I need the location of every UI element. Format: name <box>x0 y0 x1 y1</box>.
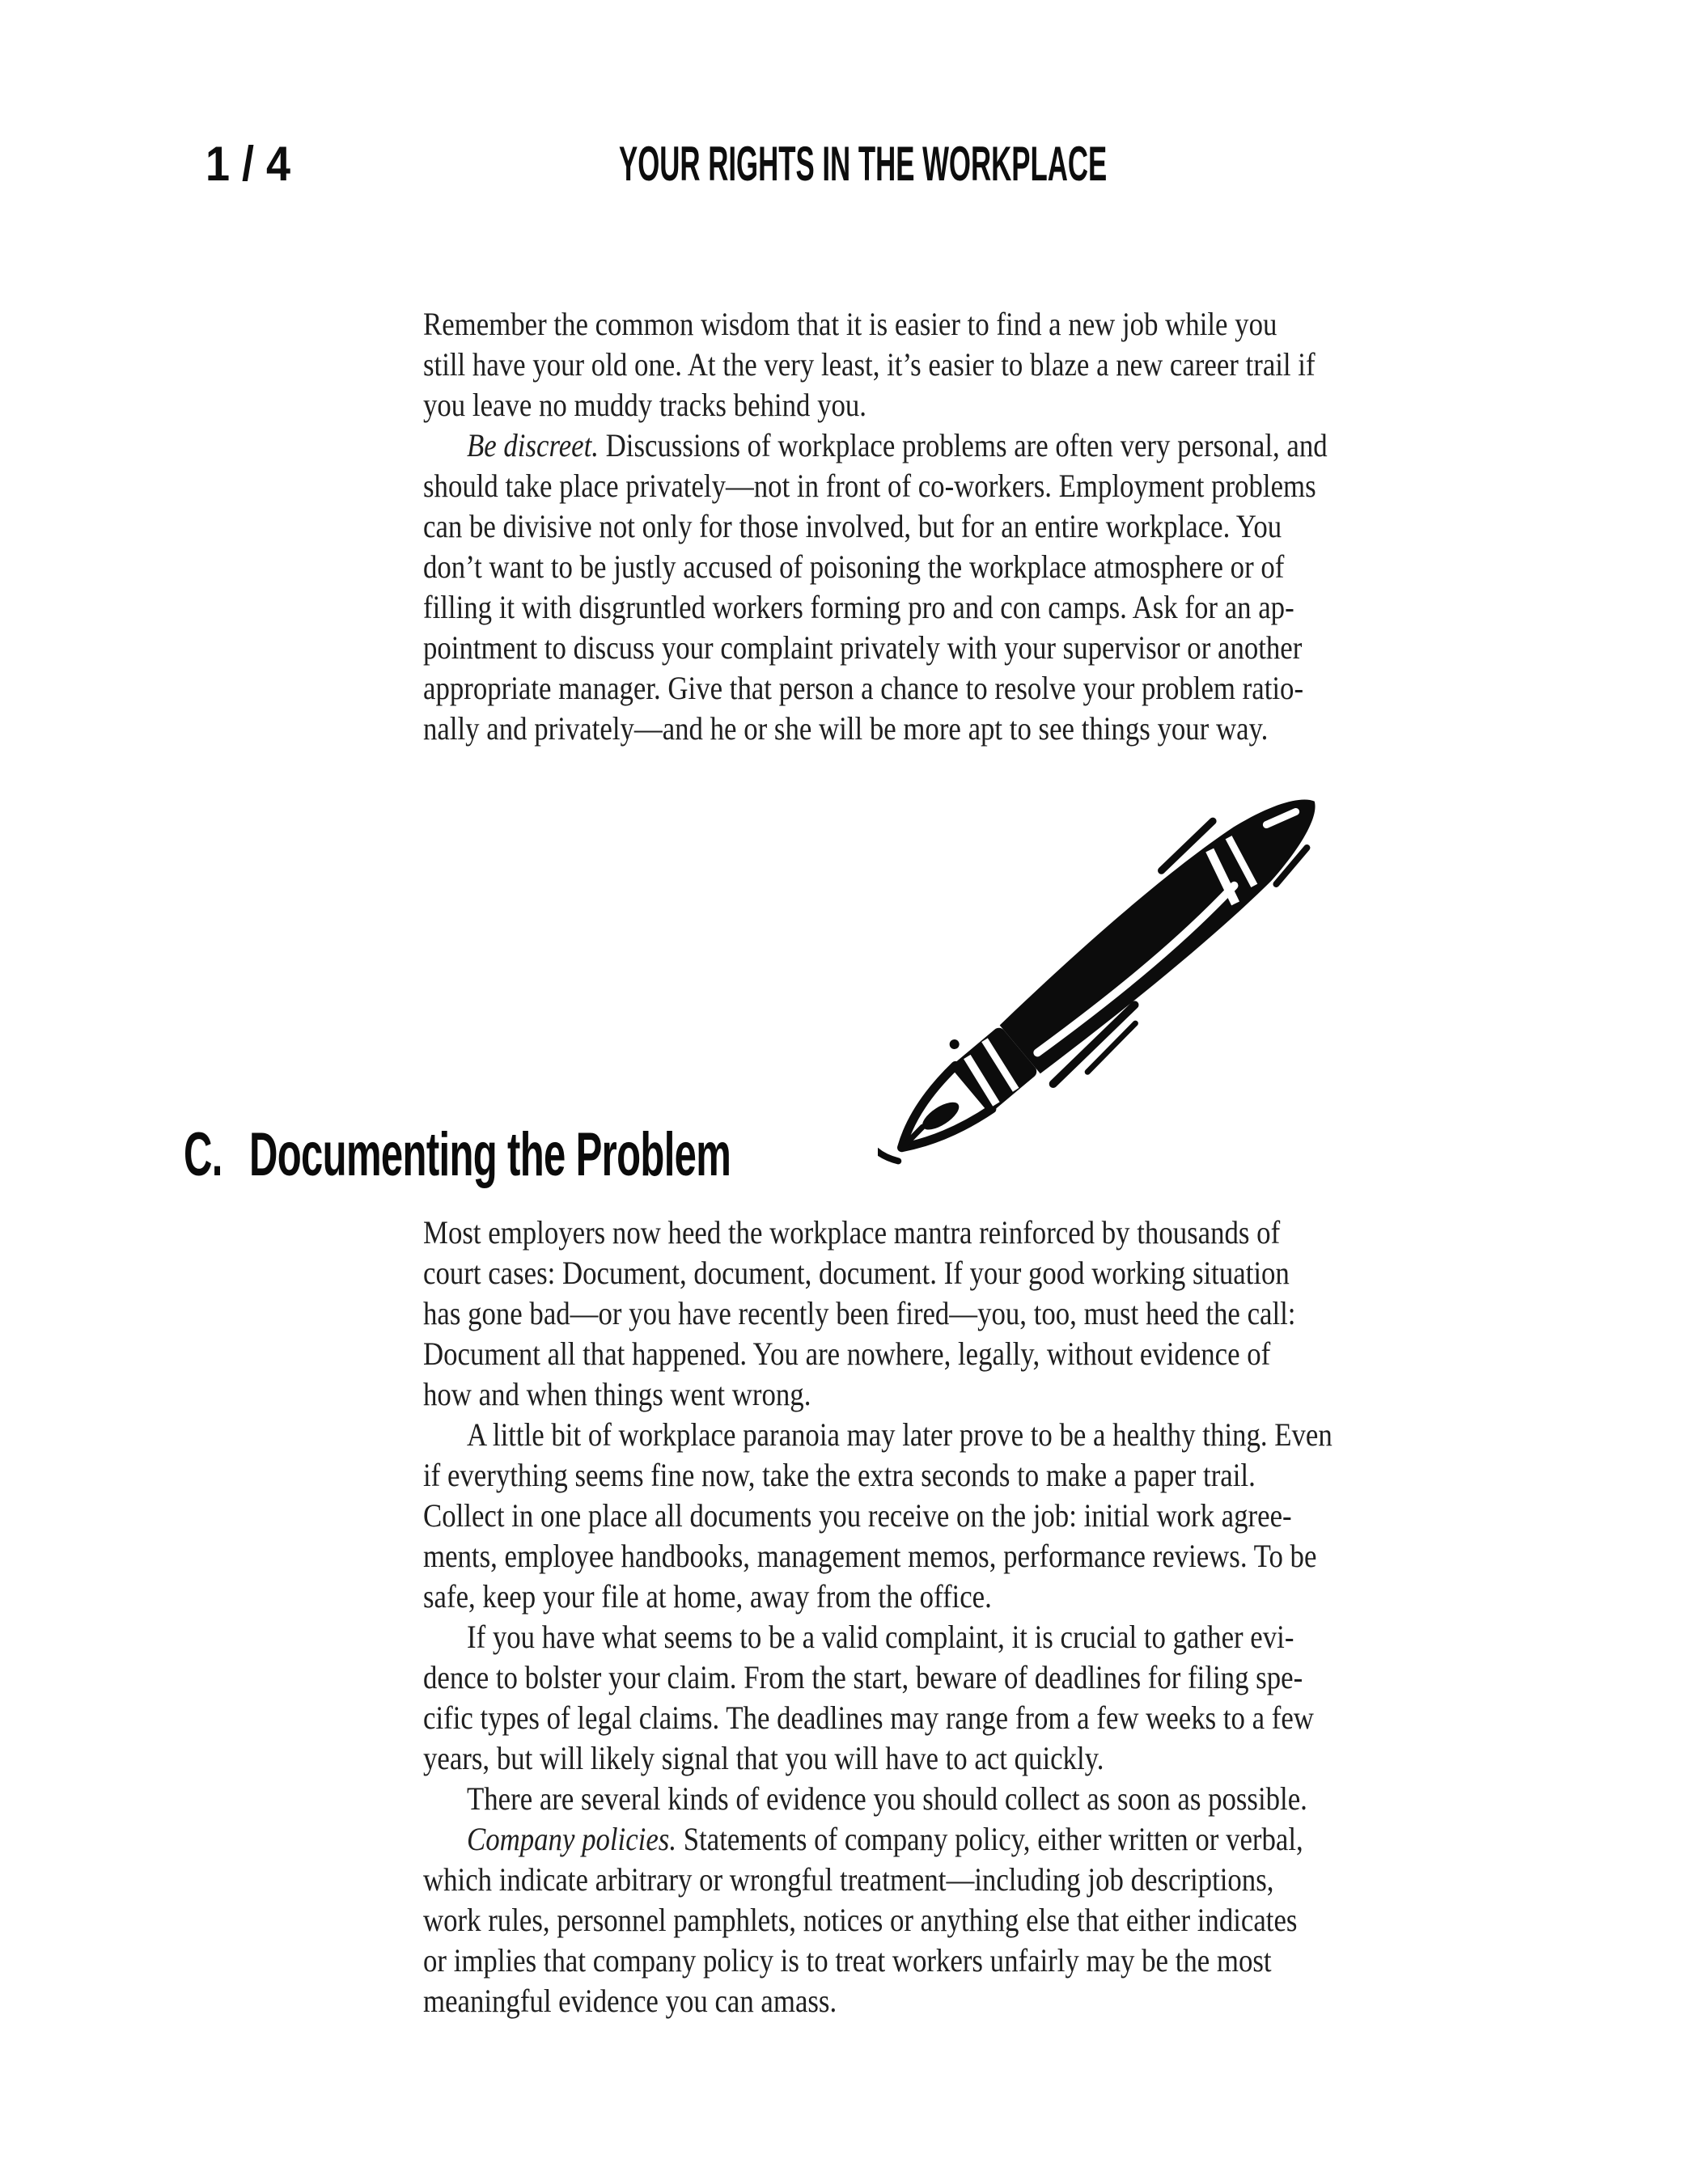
text-line: you leave no muddy tracks behind you. <box>423 387 866 423</box>
section-title: Documenting the Problem <box>249 1120 731 1189</box>
text-line: Be discreet. Discussions of workplace problems are often very personal, and <box>467 427 1328 463</box>
text-line: Company policies. Statements of company policy, either written or verbal, <box>467 1821 1303 1857</box>
text-line: safe, keep your file at home, away from the office. <box>423 1578 992 1615</box>
text-line: still have your old one. At the very least, it’s easier to blaze a new career trail if <box>423 346 1316 383</box>
paragraphs-bottom <box>423 1213 1572 2021</box>
text-line: how and when things went wrong. <box>423 1376 811 1412</box>
paragraphs-top <box>423 304 1572 749</box>
text-line: There are several kinds of evidence you should collect as soon as possible. <box>467 1780 1307 1817</box>
page-number-text: 1 / 4 <box>205 137 291 191</box>
text-line: has gone bad—or you have recently been fired—you, too, must heed the call: <box>423 1295 1296 1331</box>
text-line: if everything seems fine now, take the extra seconds to make a paper trail. <box>423 1457 1256 1493</box>
text-line: can be divisive not only for those involved, but for an entire workplace. You <box>423 508 1282 544</box>
text-line: work rules, personnel pamphlets, notices or anything else that either indicates <box>423 1902 1298 1938</box>
text-line: Collect in one place all documents you receive on the job: initial work agree- <box>423 1497 1292 1534</box>
text-line: Most employers now heed the workplace mantra reinforced by thousands of <box>423 1214 1281 1251</box>
text-line: court cases: Document, document, document. If your good working situation <box>423 1255 1290 1291</box>
text-line: which indicate arbitrary or wrongful treatment—including job descriptions, <box>423 1861 1274 1898</box>
text-line: nally and privately—and he or she will be more apt to see things your way. <box>423 710 1269 747</box>
text-line: dence to bolster your claim. From the start, beware of deadlines for filing spe- <box>423 1659 1303 1695</box>
running-title-text: YOUR RIGHTS IN THE WORKPLACE <box>619 137 1108 191</box>
text-line: appropriate manager. Give that person a chance to resolve your problem ratio- <box>423 670 1304 706</box>
text-line: Document all that happened. You are nowhere, legally, without evidence of <box>423 1335 1271 1372</box>
text-line: Remember the common wisdom that it is easier to find a new job while you <box>423 306 1277 342</box>
text-line: meaningful evidence you can amass. <box>423 1983 837 2019</box>
text-line: A little bit of workplace paranoia may later prove to be a healthy thing. Even <box>467 1416 1333 1453</box>
text-line: If you have what seems to be a valid complaint, it is crucial to gather evi- <box>467 1619 1294 1655</box>
fountain-pen-icon <box>878 783 1351 1175</box>
page-number <box>205 137 300 191</box>
text-line: don’t want to be justly accused of poisoning the workplace atmosphere or of <box>423 548 1285 585</box>
text-line: pointment to discuss your complaint privately with your supervisor or another <box>423 629 1303 666</box>
text-line: ments, employee handbooks, management memos, performance reviews. To be <box>423 1538 1317 1574</box>
running-title <box>619 137 1460 191</box>
text-line: should take place privately—not in front of co-workers. Employment problems <box>423 468 1316 504</box>
text-line: years, but will likely signal that you will have to act quickly. <box>423 1740 1104 1776</box>
text-line: cific types of legal claims. The deadlines may range from a few weeks to a few <box>423 1699 1314 1736</box>
section-label: C. <box>184 1120 222 1189</box>
text-line: or implies that company policy is to treat workers unfairly may be the most <box>423 1942 1272 1979</box>
text-line: filling it with disgruntled workers forming pro and con camps. Ask for an ap- <box>423 589 1294 625</box>
